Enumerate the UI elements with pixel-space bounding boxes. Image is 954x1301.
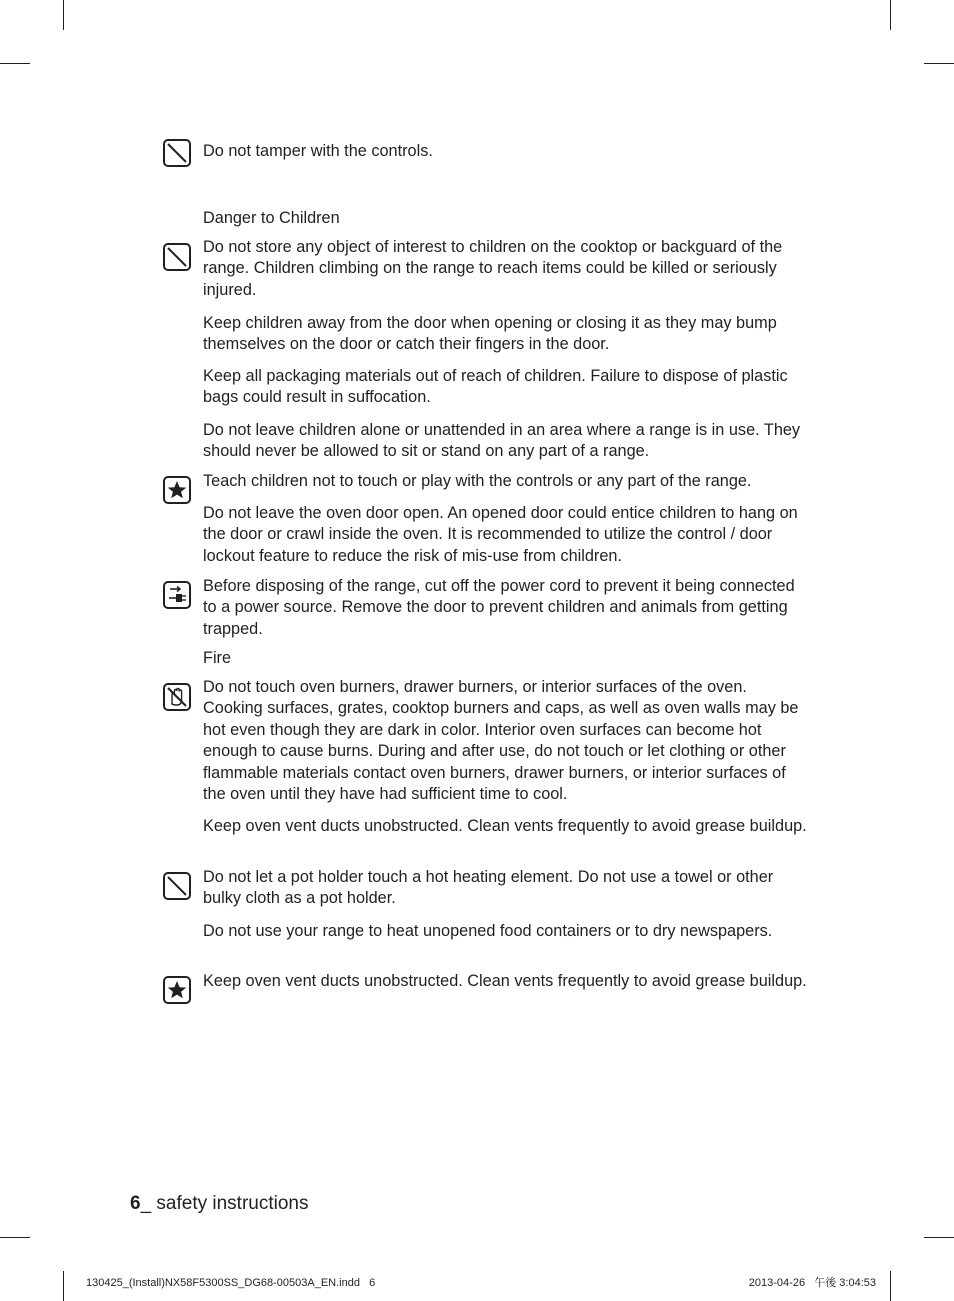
page-footer (130, 1192, 309, 1216)
crop-mark-bottom-right (890, 1271, 891, 1301)
star-icon (163, 976, 191, 1004)
paragraph-children-3: Keep all packaging materials out of reach of children. Failure to dispose of plastic bags could result in suffocation. (203, 367, 788, 407)
unplug-icon (163, 581, 191, 609)
prohibited-icon (163, 139, 191, 167)
heading-danger-to-children: Danger to Children (203, 209, 340, 227)
paragraph-children-4: Do not leave children alone or unattended in an area where a range is in use. They should never be allowed to sit or stand on any part of a range. (203, 421, 801, 461)
page-number: 6 (130, 1193, 141, 1214)
heading-fire: Fire (203, 649, 232, 667)
crop-mark-top-right (890, 0, 891, 30)
paragraph-children-5: Teach children not to touch or play with the controls or any part of the range. (203, 472, 752, 490)
crop-mark-top-left (63, 0, 64, 30)
paragraph-children-6: Do not leave the oven door open. An opened door could entice children to hang on the door or crawl inside the oven. It is recommended to utilize the control / door lockout feature to reduce the risk of mis-use from children. (203, 504, 798, 565)
crop-mark-bottom-left (63, 1271, 64, 1301)
paragraph-fire-2: Keep oven vent ducts unobstructed. Clean vents frequently to avoid grease buildup. (203, 817, 807, 835)
paragraph-fire-5: Keep oven vent ducts unobstructed. Clean vents frequently to avoid grease buildup. (203, 972, 807, 990)
page-section-label: _ safety instructions (140, 1193, 309, 1214)
crop-mark-bottom-left-h (0, 1237, 30, 1238)
print-date-info: 2013-04-26 午後 3:04:53 (748, 1277, 876, 1289)
paragraph-children-7: Before disposing of the range, cut off the power cord to prevent it being connected to a power source. Remove the door to prevent children and animals from getting trapped. (203, 577, 795, 638)
crop-mark-top-left-h (0, 63, 30, 64)
paragraph-controls: Do not tamper with the controls. (203, 142, 433, 160)
prohibited-icon (163, 243, 191, 271)
paragraph-children-1: Do not store any object of interest to children on the cooktop or backguard of the range. Children climbing on the range to reach items could be killed or seriously injured. (203, 238, 783, 299)
no-touch-icon (163, 683, 191, 711)
paragraph-children-2: Keep children away from the door when opening or closing it as they may bump themselves on the door or catch their fingers in the door. (203, 314, 777, 354)
crop-mark-bottom-right-h (924, 1237, 954, 1238)
print-file-info: 130425_(Install)NX58F5300SS_DG68-00503A_EN.indd 6 (86, 1277, 376, 1289)
prohibited-icon (163, 872, 191, 900)
star-icon (163, 476, 191, 504)
paragraph-fire-4: Do not use your range to heat unopened food containers or to dry newspapers. (203, 922, 773, 940)
crop-mark-top-right-h (924, 63, 954, 64)
paragraph-fire-1: Do not touch oven burners, drawer burners, or interior surfaces of the oven. Cooking surfaces, grates, cooktop burners and caps, as well as oven walls may be hot even though they are dark in color. Interior oven surfaces can become hot enough to cause burns. During and after use, do not touch or let clothing or other flammable materials contact oven burners, drawer burners, or interior surfaces of the oven until they have had sufficient time to cool. (203, 678, 799, 804)
paragraph-fire-3: Do not let a pot holder touch a hot heating element. Do not use a towel or other bulky cloth as a pot holder. (203, 868, 774, 908)
